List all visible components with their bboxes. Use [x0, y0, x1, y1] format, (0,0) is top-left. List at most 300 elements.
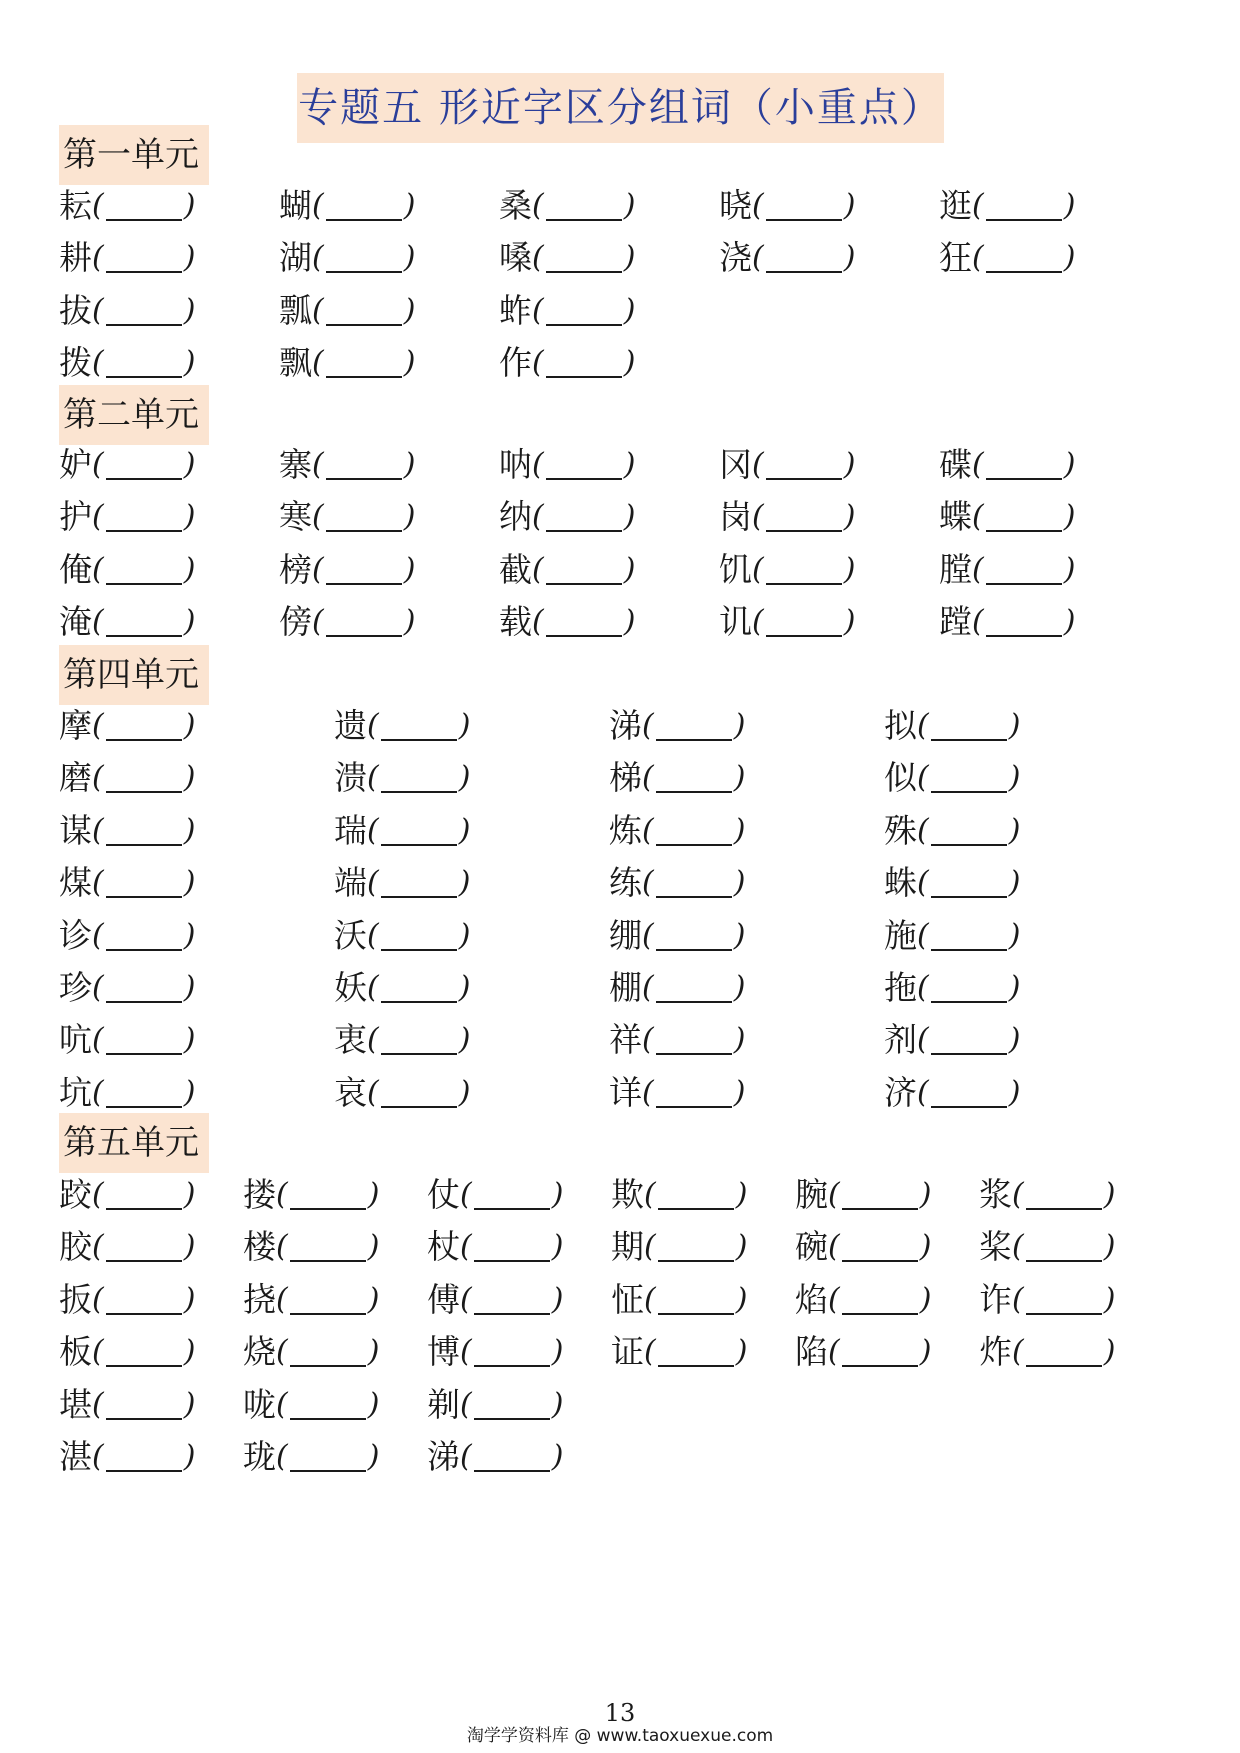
close-paren: ) — [1008, 865, 1021, 901]
answer-blank[interactable] — [474, 1432, 550, 1472]
answer-blank[interactable] — [106, 806, 182, 846]
character: 煤 — [59, 863, 92, 903]
answer-blank[interactable] — [474, 1222, 550, 1262]
answer-blank[interactable] — [931, 858, 1007, 898]
answer-blank[interactable] — [1026, 1327, 1102, 1367]
answer-blank[interactable] — [106, 858, 182, 898]
answer-blank[interactable] — [106, 1380, 182, 1420]
answer-blank[interactable] — [842, 1327, 918, 1367]
character: 济 — [884, 1072, 917, 1112]
answer-blank[interactable] — [931, 1015, 1007, 1055]
character: 跤 — [59, 1175, 92, 1214]
answer-blank[interactable] — [381, 1068, 457, 1108]
character: 咙 — [243, 1384, 276, 1424]
answer-blank[interactable] — [656, 858, 732, 898]
character: 妒 — [59, 445, 92, 484]
close-paren: ) — [623, 188, 636, 223]
character: 磨 — [59, 758, 92, 798]
answer-blank[interactable] — [474, 1380, 550, 1420]
character: 期 — [611, 1227, 644, 1267]
character: 沃 — [334, 915, 367, 955]
answer-blank[interactable] — [931, 753, 1007, 793]
character: 珑 — [243, 1437, 276, 1476]
open-paren: ( — [92, 1229, 104, 1265]
word-item — [884, 911, 1020, 961]
section-heading: 第二单元 — [59, 385, 209, 445]
close-paren: ) — [1103, 1229, 1116, 1265]
word-item — [795, 1327, 931, 1377]
word-item — [59, 338, 195, 388]
open-paren: ( — [92, 447, 104, 482]
answer-blank[interactable] — [381, 963, 457, 1003]
character: 呐 — [499, 445, 532, 484]
open-paren: ( — [752, 604, 764, 640]
answer-blank[interactable] — [931, 1068, 1007, 1108]
page-title: 专题五 形近字区分组词（小重点） — [297, 73, 944, 143]
answer-blank[interactable] — [106, 338, 182, 378]
answer-blank[interactable] — [766, 181, 842, 221]
close-paren: ) — [183, 188, 196, 223]
word-item — [427, 1432, 563, 1482]
answer-blank[interactable] — [474, 1327, 550, 1367]
character: 蚱 — [499, 290, 532, 330]
answer-blank[interactable] — [326, 597, 402, 637]
close-paren: ) — [623, 240, 636, 276]
answer-blank[interactable] — [106, 911, 182, 951]
answer-blank[interactable] — [546, 233, 622, 273]
answer-blank[interactable] — [842, 1222, 918, 1262]
open-paren: ( — [312, 551, 324, 587]
character: 妖 — [334, 968, 367, 1007]
word-item — [59, 858, 195, 908]
answer-blank[interactable] — [656, 806, 732, 846]
open-paren: ( — [972, 499, 984, 535]
close-paren: ) — [733, 865, 746, 901]
page-number: 13 — [604, 1699, 636, 1727]
character: 傅 — [427, 1279, 460, 1319]
answer-blank[interactable] — [106, 963, 182, 1003]
answer-blank[interactable] — [106, 1327, 182, 1367]
open-paren: ( — [532, 345, 544, 381]
close-paren: ) — [551, 1386, 564, 1422]
open-paren: ( — [917, 1074, 929, 1110]
open-paren: ( — [92, 551, 104, 587]
close-paren: ) — [733, 1074, 746, 1110]
open-paren: ( — [972, 604, 984, 640]
close-paren: ) — [551, 1229, 564, 1265]
close-paren: ) — [843, 551, 856, 587]
word-item — [719, 440, 855, 490]
answer-blank[interactable] — [106, 545, 182, 585]
close-paren: ) — [183, 1439, 196, 1474]
open-paren: ( — [828, 1281, 840, 1317]
open-paren: ( — [644, 1334, 656, 1370]
answer-blank[interactable] — [290, 1275, 366, 1315]
word-item — [499, 233, 635, 283]
answer-blank[interactable] — [381, 1015, 457, 1055]
answer-blank[interactable] — [381, 701, 457, 741]
open-paren: ( — [460, 1229, 472, 1265]
close-paren: ) — [919, 1281, 932, 1317]
character: 梯 — [609, 758, 642, 798]
character: 棚 — [609, 968, 642, 1007]
open-paren: ( — [92, 1334, 104, 1370]
open-paren: ( — [312, 188, 324, 223]
answer-blank[interactable] — [326, 492, 402, 532]
open-paren: ( — [642, 1074, 654, 1110]
word-item — [334, 1015, 470, 1065]
answer-blank[interactable] — [326, 233, 402, 273]
character: 蹚 — [939, 602, 972, 642]
open-paren: ( — [532, 188, 544, 223]
answer-blank[interactable] — [766, 597, 842, 637]
answer-blank[interactable] — [106, 1170, 182, 1210]
close-paren: ) — [843, 188, 856, 223]
answer-blank[interactable] — [546, 597, 622, 637]
word-item — [334, 1068, 470, 1118]
word-item — [719, 181, 855, 231]
close-paren: ) — [183, 292, 196, 328]
open-paren: ( — [972, 551, 984, 587]
answer-blank[interactable] — [290, 1222, 366, 1262]
character: 吭 — [59, 1020, 92, 1060]
character: 施 — [884, 915, 917, 955]
open-paren: ( — [367, 917, 379, 953]
answer-blank[interactable] — [1026, 1222, 1102, 1262]
word-item — [979, 1170, 1115, 1220]
open-paren: ( — [642, 917, 654, 953]
character: 腕 — [795, 1175, 828, 1214]
close-paren: ) — [458, 917, 471, 953]
answer-blank[interactable] — [546, 338, 622, 378]
word-item — [611, 1275, 747, 1325]
close-paren: ) — [623, 499, 636, 535]
close-paren: ) — [458, 970, 471, 1005]
close-paren: ) — [1008, 812, 1021, 848]
close-paren: ) — [367, 1439, 380, 1474]
open-paren: ( — [460, 1386, 472, 1422]
word-item — [609, 701, 745, 751]
word-item — [59, 1380, 195, 1430]
word-item — [59, 286, 195, 336]
word-item — [611, 1222, 747, 1272]
close-paren: ) — [733, 970, 746, 1005]
word-item — [939, 233, 1075, 283]
word-item — [795, 1170, 931, 1220]
answer-blank[interactable] — [474, 1170, 550, 1210]
close-paren: ) — [1063, 551, 1076, 587]
section-heading: 第五单元 — [59, 1113, 209, 1173]
open-paren: ( — [276, 1281, 288, 1317]
open-paren: ( — [92, 1074, 104, 1110]
character: 瑞 — [334, 810, 367, 850]
close-paren: ) — [551, 1439, 564, 1474]
character: 珍 — [59, 968, 92, 1007]
word-item — [59, 1275, 195, 1325]
open-paren: ( — [276, 1386, 288, 1422]
close-paren: ) — [403, 447, 416, 482]
close-paren: ) — [733, 812, 746, 848]
close-paren: ) — [551, 1334, 564, 1370]
word-item — [609, 753, 745, 803]
close-paren: ) — [183, 1281, 196, 1317]
section-heading: 第一单元 — [59, 125, 209, 185]
answer-blank[interactable] — [656, 1015, 732, 1055]
close-paren: ) — [367, 1334, 380, 1370]
answer-blank[interactable] — [326, 286, 402, 326]
answer-blank[interactable] — [842, 1275, 918, 1315]
open-paren: ( — [642, 708, 654, 743]
answer-blank[interactable] — [546, 286, 622, 326]
open-paren: ( — [92, 970, 104, 1005]
answer-blank[interactable] — [326, 338, 402, 378]
answer-blank[interactable] — [656, 701, 732, 741]
character: 纳 — [499, 497, 532, 537]
open-paren: ( — [917, 970, 929, 1005]
close-paren: ) — [458, 1022, 471, 1058]
open-paren: ( — [367, 1074, 379, 1110]
answer-blank[interactable] — [931, 806, 1007, 846]
open-paren: ( — [752, 240, 764, 276]
character: 饥 — [719, 549, 752, 589]
answer-blank[interactable] — [931, 701, 1007, 741]
word-item — [243, 1222, 379, 1272]
word-item — [499, 286, 635, 336]
answer-blank[interactable] — [546, 440, 622, 480]
character: 湛 — [59, 1437, 92, 1476]
open-paren: ( — [532, 604, 544, 640]
word-item — [979, 1222, 1115, 1272]
answer-blank[interactable] — [106, 597, 182, 637]
answer-blank[interactable] — [986, 597, 1062, 637]
character: 拨 — [59, 343, 92, 383]
word-item — [334, 806, 470, 856]
word-item — [609, 1015, 745, 1065]
answer-blank[interactable] — [106, 286, 182, 326]
close-paren: ) — [843, 499, 856, 535]
character: 寒 — [279, 497, 312, 537]
word-item — [884, 701, 1020, 751]
answer-blank[interactable] — [106, 233, 182, 273]
open-paren: ( — [972, 240, 984, 276]
word-item — [939, 181, 1075, 231]
word-item — [59, 1015, 195, 1065]
open-paren: ( — [828, 1177, 840, 1212]
answer-blank[interactable] — [986, 492, 1062, 532]
character: 涕 — [609, 706, 642, 745]
answer-blank[interactable] — [986, 181, 1062, 221]
answer-blank[interactable] — [106, 440, 182, 480]
answer-blank[interactable] — [381, 911, 457, 951]
word-item — [334, 911, 470, 961]
answer-blank[interactable] — [766, 233, 842, 273]
close-paren: ) — [183, 499, 196, 535]
answer-blank[interactable] — [656, 911, 732, 951]
answer-blank[interactable] — [766, 440, 842, 480]
answer-blank[interactable] — [106, 701, 182, 741]
close-paren: ) — [623, 292, 636, 328]
close-paren: ) — [183, 1177, 196, 1212]
word-item — [59, 233, 195, 283]
character: 浇 — [719, 238, 752, 278]
answer-blank[interactable] — [290, 1380, 366, 1420]
word-item — [884, 1015, 1020, 1065]
answer-blank[interactable] — [106, 1015, 182, 1055]
character: 作 — [499, 343, 532, 383]
open-paren: ( — [460, 1334, 472, 1370]
close-paren: ) — [183, 240, 196, 276]
answer-blank[interactable] — [106, 1222, 182, 1262]
answer-blank[interactable] — [106, 1068, 182, 1108]
close-paren: ) — [843, 447, 856, 482]
word-item — [979, 1275, 1115, 1325]
answer-blank[interactable] — [106, 492, 182, 532]
word-item — [334, 753, 470, 803]
word-item — [427, 1327, 563, 1377]
answer-blank[interactable] — [106, 1275, 182, 1315]
open-paren: ( — [92, 917, 104, 953]
answer-blank[interactable] — [986, 233, 1062, 273]
open-paren: ( — [92, 240, 104, 276]
open-paren: ( — [642, 760, 654, 796]
answer-blank[interactable] — [842, 1170, 918, 1210]
close-paren: ) — [1008, 1022, 1021, 1058]
open-paren: ( — [828, 1229, 840, 1265]
open-paren: ( — [972, 188, 984, 223]
answer-blank[interactable] — [381, 753, 457, 793]
open-paren: ( — [312, 604, 324, 640]
character: 挠 — [243, 1279, 276, 1319]
answer-blank[interactable] — [1026, 1170, 1102, 1210]
open-paren: ( — [92, 1439, 104, 1474]
close-paren: ) — [183, 1229, 196, 1265]
answer-blank[interactable] — [381, 858, 457, 898]
character: 岗 — [719, 497, 752, 537]
character: 讥 — [719, 602, 752, 642]
character: 碗 — [795, 1227, 828, 1267]
answer-blank[interactable] — [290, 1432, 366, 1472]
word-item — [795, 1222, 931, 1272]
answer-blank[interactable] — [546, 181, 622, 221]
answer-blank[interactable] — [658, 1170, 734, 1210]
word-item — [59, 181, 195, 231]
open-paren: ( — [642, 812, 654, 848]
answer-blank[interactable] — [546, 545, 622, 585]
answer-blank[interactable] — [656, 1068, 732, 1108]
close-paren: ) — [1008, 917, 1021, 953]
open-paren: ( — [460, 1439, 472, 1474]
answer-blank[interactable] — [656, 753, 732, 793]
character: 诊 — [59, 915, 92, 955]
answer-blank[interactable] — [766, 492, 842, 532]
answer-blank[interactable] — [766, 545, 842, 585]
open-paren: ( — [92, 1177, 104, 1212]
answer-blank[interactable] — [931, 963, 1007, 1003]
answer-blank[interactable] — [106, 181, 182, 221]
answer-blank[interactable] — [656, 963, 732, 1003]
close-paren: ) — [458, 812, 471, 848]
open-paren: ( — [92, 708, 104, 743]
answer-blank[interactable] — [1026, 1275, 1102, 1315]
open-paren: ( — [642, 1022, 654, 1058]
answer-blank[interactable] — [290, 1327, 366, 1367]
word-item — [279, 286, 415, 336]
open-paren: ( — [92, 292, 104, 328]
word-item — [719, 492, 855, 542]
word-item — [59, 492, 195, 542]
character: 祥 — [609, 1020, 642, 1060]
close-paren: ) — [458, 865, 471, 901]
close-paren: ) — [735, 1177, 748, 1212]
close-paren: ) — [733, 1022, 746, 1058]
character: 桑 — [499, 186, 532, 225]
answer-blank[interactable] — [986, 545, 1062, 585]
close-paren: ) — [623, 604, 636, 640]
answer-blank[interactable] — [326, 545, 402, 585]
answer-blank[interactable] — [326, 181, 402, 221]
answer-blank[interactable] — [658, 1222, 734, 1262]
character: 楼 — [243, 1227, 276, 1267]
open-paren: ( — [1012, 1334, 1024, 1370]
word-item — [499, 440, 635, 490]
answer-blank[interactable] — [658, 1327, 734, 1367]
character: 胶 — [59, 1227, 92, 1267]
open-paren: ( — [1012, 1177, 1024, 1212]
character: 耘 — [59, 186, 92, 225]
open-paren: ( — [642, 970, 654, 1005]
close-paren: ) — [551, 1177, 564, 1212]
word-item — [427, 1222, 563, 1272]
word-item — [611, 1170, 747, 1220]
character: 桨 — [979, 1227, 1012, 1267]
character: 载 — [499, 602, 532, 642]
answer-blank[interactable] — [931, 911, 1007, 951]
close-paren: ) — [183, 1074, 196, 1110]
open-paren: ( — [1012, 1281, 1024, 1317]
close-paren: ) — [183, 604, 196, 640]
close-paren: ) — [403, 551, 416, 587]
answer-blank[interactable] — [658, 1275, 734, 1315]
open-paren: ( — [367, 1022, 379, 1058]
answer-blank[interactable] — [106, 1432, 182, 1472]
character: 堪 — [59, 1384, 92, 1424]
answer-blank[interactable] — [381, 806, 457, 846]
character: 诈 — [979, 1279, 1012, 1319]
answer-blank[interactable] — [474, 1275, 550, 1315]
character: 浆 — [979, 1175, 1012, 1214]
character: 欺 — [611, 1175, 644, 1214]
word-item — [609, 858, 745, 908]
character: 碟 — [939, 445, 972, 484]
close-paren: ) — [1103, 1177, 1116, 1212]
character: 绷 — [609, 915, 642, 955]
open-paren: ( — [92, 1281, 104, 1317]
answer-blank[interactable] — [546, 492, 622, 532]
character: 晓 — [719, 186, 752, 225]
answer-blank[interactable] — [326, 440, 402, 480]
open-paren: ( — [917, 760, 929, 796]
character: 嗓 — [499, 238, 532, 278]
character: 证 — [611, 1332, 644, 1372]
word-item — [884, 1068, 1020, 1118]
close-paren: ) — [1008, 760, 1021, 796]
close-paren: ) — [733, 760, 746, 796]
answer-blank[interactable] — [106, 753, 182, 793]
close-paren: ) — [919, 1177, 932, 1212]
answer-blank[interactable] — [290, 1170, 366, 1210]
answer-blank[interactable] — [986, 440, 1062, 480]
open-paren: ( — [828, 1334, 840, 1370]
